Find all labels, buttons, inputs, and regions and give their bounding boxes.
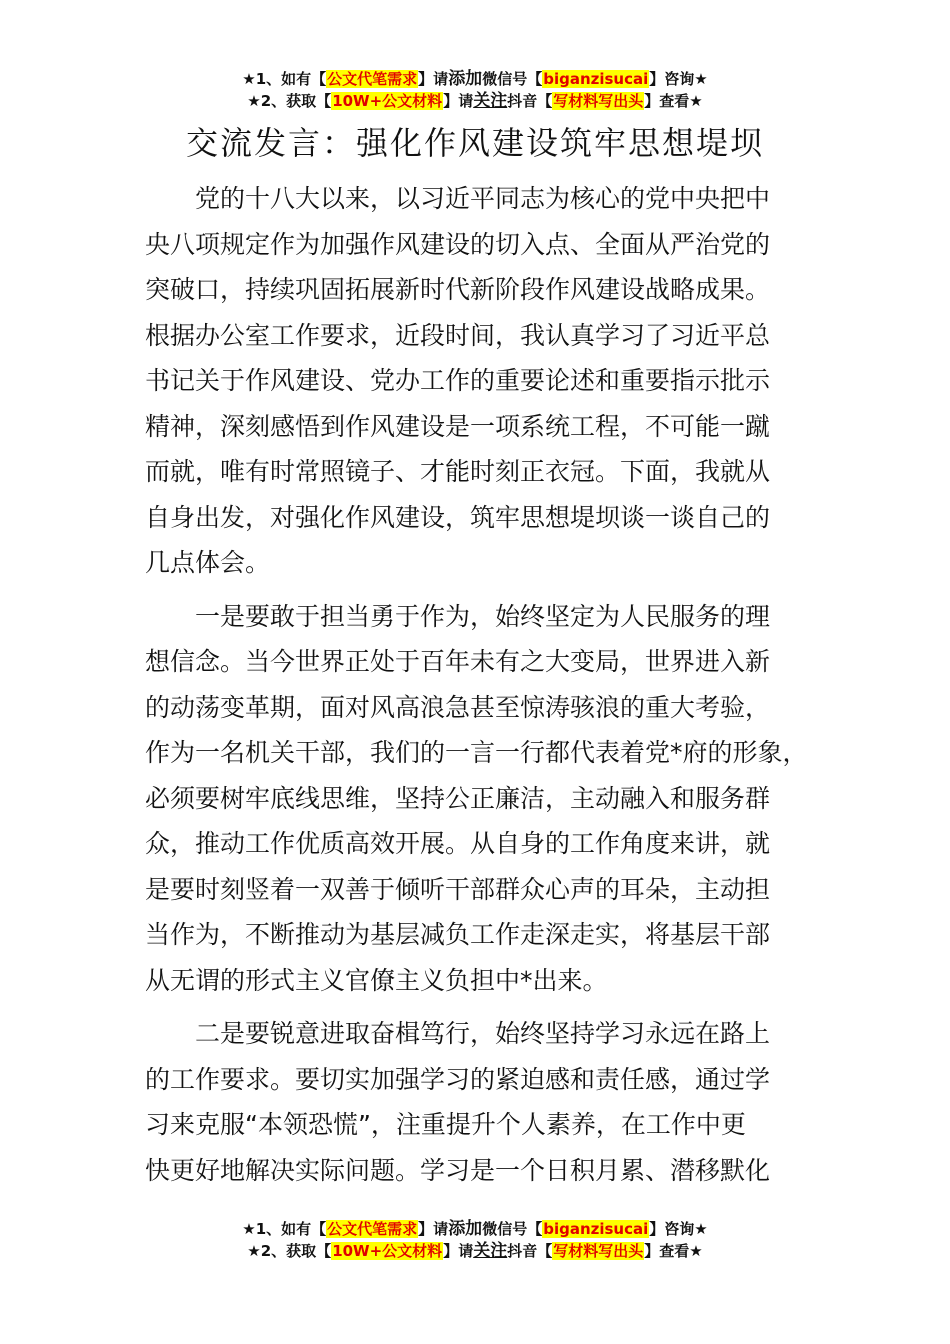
text-line: 自身出发，对强化作风建设，筑牢思想堤坝谈一谈自己的 [145, 502, 771, 532]
text-line: 众，推动工作优质高效开展。从自身的工作角度来讲，就 [145, 829, 771, 858]
text-line: 是要时刻竖着一双善于倾听干部群众心声的耳朵，主动担 [145, 874, 771, 904]
text-line: 必须要树牢底线思维，坚持公正廉洁，主动融入和服务群 [145, 783, 771, 813]
text-line: 几点体会。 [145, 548, 271, 577]
banner-highlight-service: 公文代笔需求 [327, 1220, 418, 1238]
text-line: 习来克服“本领恐慌”，注重提升个人素养，在工作中更 [145, 1110, 746, 1139]
banner-emphasis: 添加 [448, 69, 483, 89]
banner-text: 】咨询★ [649, 1220, 708, 1238]
banner-highlight-materials: 10W+公文材料 [332, 92, 443, 110]
banner-text: 】查看★ [644, 92, 703, 110]
banner-highlight-douyin: 写材料写出头 [553, 1242, 644, 1260]
text-line: 精神，深刻感悟到作风建设是一项系统工程，不可能一蹴 [145, 411, 771, 441]
banner-text: ★1、如有【 [242, 1220, 327, 1238]
text-line: 一是要敢于担当勇于作为，始终坚定为人民服务的理 [195, 601, 771, 631]
banner-emphasis: 添加 [448, 1219, 483, 1239]
header-banner [0, 68, 950, 112]
banner-text: 】请 [443, 1242, 474, 1260]
banner-text: 微信号【 [482, 70, 543, 88]
header-banner-line-1 [0, 68, 950, 90]
banner-text: 】请 [418, 1220, 449, 1238]
banner-text: ★1、如有【 [242, 70, 327, 88]
banner-text: 】请 [443, 92, 474, 110]
text-line: 作为一名机关干部，我们的一言一行都代表着党*府的形象， [145, 738, 808, 767]
text-line: 党的十八大以来，以习近平同志为核心的党中央把中 [195, 184, 771, 213]
text-line: 而就，唯有时常照镜子、才能时刻正衣冠。下面，我就从 [145, 457, 771, 486]
banner-highlight-wechat-id: biganzisucai [543, 70, 649, 88]
banner-text: 】请 [418, 70, 449, 88]
footer-banner [0, 1218, 950, 1262]
banner-text: ★2、获取【 [247, 92, 332, 110]
text-line: 从无谓的形式主义官僚主义负担中*出来。 [145, 965, 608, 995]
banner-text: 微信号【 [482, 1220, 543, 1238]
text-line: 的工作要求。要切实加强学习的紧迫感和责任感，通过学 [145, 1064, 771, 1094]
paragraph-point-two [145, 1011, 815, 1193]
banner-emphasis: 关注 [473, 91, 508, 111]
text-line: 的动荡变革期，面对风高浪急甚至惊涛骇浪的重大考验， [145, 692, 771, 722]
paragraph-point-one [145, 594, 815, 1004]
text-line: 突破口，持续巩固拓展新时代新阶段作风建设战略成果。 [145, 275, 771, 304]
text-line: 书记关于作风建设、党办工作的重要论述和重要指示批示 [145, 366, 771, 395]
page-title: 交流发言：强化作风建设筑牢思想堤坝 [185, 124, 764, 162]
banner-emphasis: 关注 [473, 1241, 508, 1261]
text-line: 快更好地解决实际问题。学习是一个日积月累、潜移默化 [145, 1155, 771, 1185]
banner-text: 】查看★ [644, 1242, 703, 1260]
banner-text: 抖音【 [507, 1242, 553, 1260]
banner-highlight-wechat-id: biganzisucai [543, 1220, 649, 1238]
footer-banner-line-1 [0, 1218, 950, 1240]
banner-highlight-materials: 10W+公文材料 [332, 1242, 443, 1260]
banner-highlight-douyin: 写材料写出头 [553, 92, 644, 110]
banner-text: 】咨询★ [649, 70, 708, 88]
paragraph-intro [145, 176, 815, 586]
banner-highlight-service: 公文代笔需求 [327, 70, 418, 88]
footer-banner-line-2 [0, 1240, 950, 1262]
banner-text: ★2、获取【 [247, 1242, 332, 1260]
text-line: 当作为，不断推动为基层减负工作走深走实，将基层干部 [145, 920, 771, 949]
text-line: 央八项规定作为加强作风建设的切入点、全面从严治党的 [145, 229, 771, 259]
header-banner-line-2 [0, 90, 950, 112]
text-line: 想信念。当今世界正处于百年未有之大变局，世界进入新 [145, 647, 771, 676]
text-line: 根据办公室工作要求，近段时间，我认真学习了习近平总 [145, 320, 771, 350]
banner-text: 抖音【 [507, 92, 553, 110]
document-body [145, 176, 815, 1201]
text-line: 二是要锐意进取奋楫笃行，始终坚持学习永远在路上 [195, 1019, 771, 1048]
